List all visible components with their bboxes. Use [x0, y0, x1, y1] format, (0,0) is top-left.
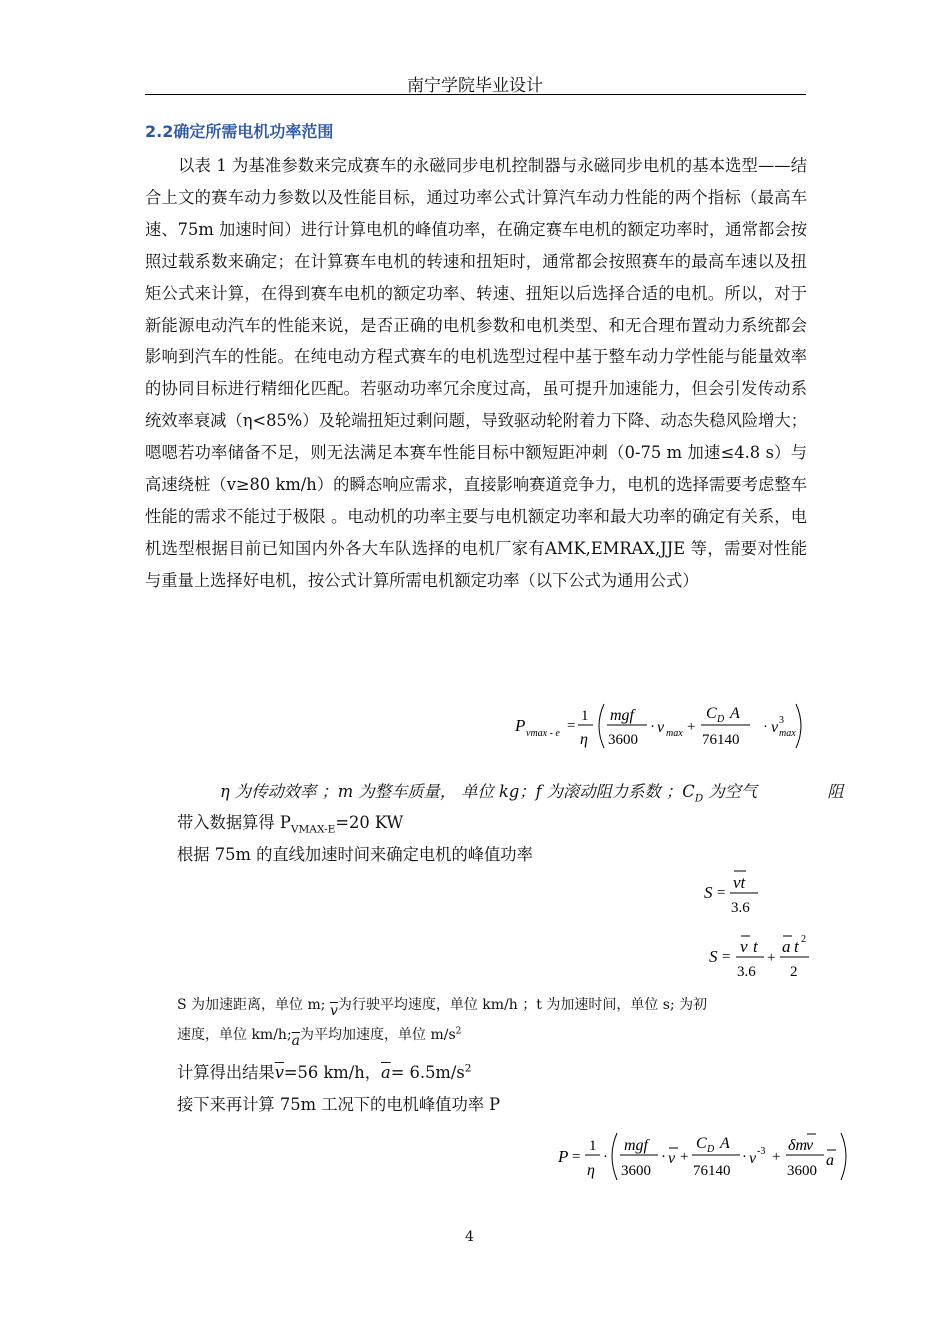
f1-lhs: P: [515, 716, 526, 735]
f3-sup: 2: [801, 934, 806, 945]
f1-cd: C: [706, 705, 717, 722]
f1-cd-sub: D: [717, 714, 725, 725]
note-abar: $\overline{a}$: [291, 1033, 301, 1049]
formula-rated-power: [510, 698, 810, 756]
peak-power-intro: 根据 75m 的直线加速时间来确定电机的峰值功率: [177, 845, 533, 864]
f4-paren-right: [841, 1133, 846, 1180]
f4-dm: δm: [788, 1137, 807, 1154]
note-line2-b: 为平均加速度，单位 m/s: [300, 1027, 456, 1043]
f4-dot1: ·: [603, 1149, 608, 1165]
section-heading: 2.2确定所需电机功率范围: [145, 122, 334, 141]
f1-v3-sub: max: [779, 728, 796, 739]
note-line2-a: 速度，单位 km/h;: [177, 1027, 292, 1043]
f4-v2: v: [749, 1150, 757, 1167]
f1-dot1: ·: [650, 719, 655, 735]
f4-3600: 3600: [621, 1163, 651, 1179]
f1-plus: +: [687, 719, 696, 735]
f3-v: v: [740, 937, 748, 956]
body-paragraph: [145, 150, 807, 597]
result1-sub: VMAX-E: [290, 823, 336, 836]
f2-num: vt: [733, 873, 746, 892]
f4-dot3: ·: [742, 1149, 747, 1165]
peak-power-75m-intro: 接下来再计算 75m 工况下的电机峰值功率 P: [177, 1095, 501, 1114]
variables-definition-line: [220, 778, 844, 804]
note-vbar: $\overline{v}$: [329, 1003, 338, 1019]
f4-P: P: [558, 1147, 569, 1166]
f4-v: v: [668, 1150, 676, 1167]
f1-eta: η: [580, 731, 588, 748]
f2-den: 3.6: [731, 900, 750, 916]
f1-paren-left: [599, 704, 604, 748]
f1-paren-right: [796, 704, 801, 748]
f4-plus1: +: [680, 1149, 689, 1165]
f2-eq: =: [717, 885, 726, 901]
header-divider: [145, 94, 806, 95]
formula-distance-2: [706, 930, 816, 982]
f3-eq: =: [722, 949, 731, 965]
result2-vbar: $\overline{v}$: [274, 1063, 284, 1082]
result2-sup: 2: [464, 1062, 472, 1075]
f4-v3: v: [806, 1137, 814, 1154]
f4-a: a: [826, 1152, 834, 1169]
f4-76140: 76140: [693, 1163, 731, 1179]
f1-3600: 3600: [608, 732, 638, 748]
f1-dot2: ·: [763, 719, 768, 735]
f4-cd-sub: D: [707, 1144, 715, 1155]
f3-t: t: [753, 937, 758, 956]
f3-den2: 2: [790, 964, 798, 980]
f1-one: 1: [581, 708, 589, 724]
result-average-values: [177, 1059, 471, 1083]
f2-S: S: [704, 883, 713, 902]
variables-cd: C: [682, 782, 695, 801]
f3-t2: t: [794, 937, 799, 956]
f3-plus: +: [767, 950, 776, 966]
variables-eta-text: η 为传动效率 ；m 为整车质量， 单位 kg；f 为滚动阻力系数 ；: [220, 782, 683, 801]
f3-den1: 3.6: [737, 964, 756, 980]
f4-eq: =: [572, 1149, 581, 1165]
result2-abar: $\overline{a}$: [381, 1063, 391, 1082]
variables-cd-suffix: 为空气: [703, 782, 758, 801]
result2-v-value: =56 km/h，: [283, 1063, 381, 1082]
result1-prefix: 带入数据算得 P: [177, 813, 291, 832]
f4-A: A: [720, 1135, 730, 1152]
f1-76140: 76140: [702, 732, 740, 748]
variables-cd-sub: D: [694, 792, 704, 805]
f1-mgf: mgf: [610, 707, 634, 724]
variable-note-line1: [177, 994, 708, 1019]
f1-v3-sup: 3: [779, 715, 784, 726]
f4-3600b: 3600: [787, 1163, 817, 1179]
formula-distance-1: [700, 866, 780, 918]
formula-peak-power: [554, 1128, 854, 1186]
f4-eta: η: [587, 1162, 595, 1179]
f3-a: a: [782, 937, 791, 956]
f1-v3: v: [771, 719, 779, 736]
f4-one: 1: [589, 1138, 597, 1154]
f1-A: A: [730, 705, 740, 722]
f4-vsup: -3: [757, 1146, 766, 1157]
f4-paren-left: [612, 1133, 617, 1180]
f4-cd: C: [696, 1135, 707, 1152]
result1-suffix: =20 KW: [335, 813, 404, 832]
note-line1-b: 为行驶平均速度，单位 km/h ；t 为加速时间，单位 s; 为初: [337, 997, 708, 1013]
result2-a-value: = 6.5m/s: [390, 1063, 465, 1082]
variables-tail: 阻: [827, 782, 844, 801]
f4-plus2: +: [772, 1149, 781, 1165]
result2-prefix: 计算得出结果: [177, 1063, 275, 1082]
variable-note-line2: [177, 1024, 462, 1049]
note-line2-sup: 2: [455, 1026, 462, 1037]
f1-v: v: [657, 719, 665, 736]
f3-S: S: [709, 947, 718, 966]
f1-v-sub: max: [666, 728, 683, 739]
note-line1-a: S 为加速距离，单位 m;: [177, 997, 330, 1013]
result-rated-power: [177, 809, 403, 835]
f4-dot2: ·: [661, 1149, 666, 1165]
f1-lhs-sub: vmax - e: [526, 728, 560, 739]
page-number: 4: [465, 1229, 474, 1245]
body-paragraph-text: 以表 1 为基准参数来完成赛车的永磁同步电机控制器与永磁同步电机的基本选型——结合上文的赛车动力参数以及性能目标，通过功率公式计算汽车动力性能的两个指标（最高车速、75m 加速时间）进行计算电机的峰值功率，在确定赛车电机的额定功率时，通常都会按照过载系数来确定；在计算赛车电机的转速和扭矩时，通常都会按照赛车的最高车速以及扭矩公式来计算，在得到赛车电机的额定功率、转速、扭矩以后选择合适的电机。所以，对于新能源电动汽车的性能来说，是否正确的电机参数和电机类型、和无合理布置动力系统都会影响到汽车的性能。在纯电动方程式赛车的电机选型过程中基于整车动力学性能与能量效率的协同目标进行精细化匹配。若驱动功率冗余度过高，虽可提升加速能力，但会引发传动系统效率衰减（η<85%）及轮端扭矩过剩问题，导致驱动轮附着力下降、动态失稳风险增大；嗯嗯若功率储备不足，则无法满足本赛车性能目标中额短距冲刺（0-75 m 加速≤4.8 s）与高速绕桩（v≥80 km/h）的瞬态响应需求，直接影响赛道竞争力，电机的选择需要考虑整车性能的需求不能过于极限 。电动机的功率主要与电机额定功率和最大功率的确定有关系，电机选型根据目前已知国内外各大车队选择的电机厂家有AMK,EMRAX,JJE 等，需要对性能与重量上选择好电机，按公式计算所需电机额定功率（以下公式为通用公式）: [145, 156, 807, 590]
f1-eq: =: [567, 718, 576, 734]
f4-mgf: mgf: [624, 1137, 648, 1154]
page-header-title: 南宁学院毕业设计: [407, 76, 543, 96]
